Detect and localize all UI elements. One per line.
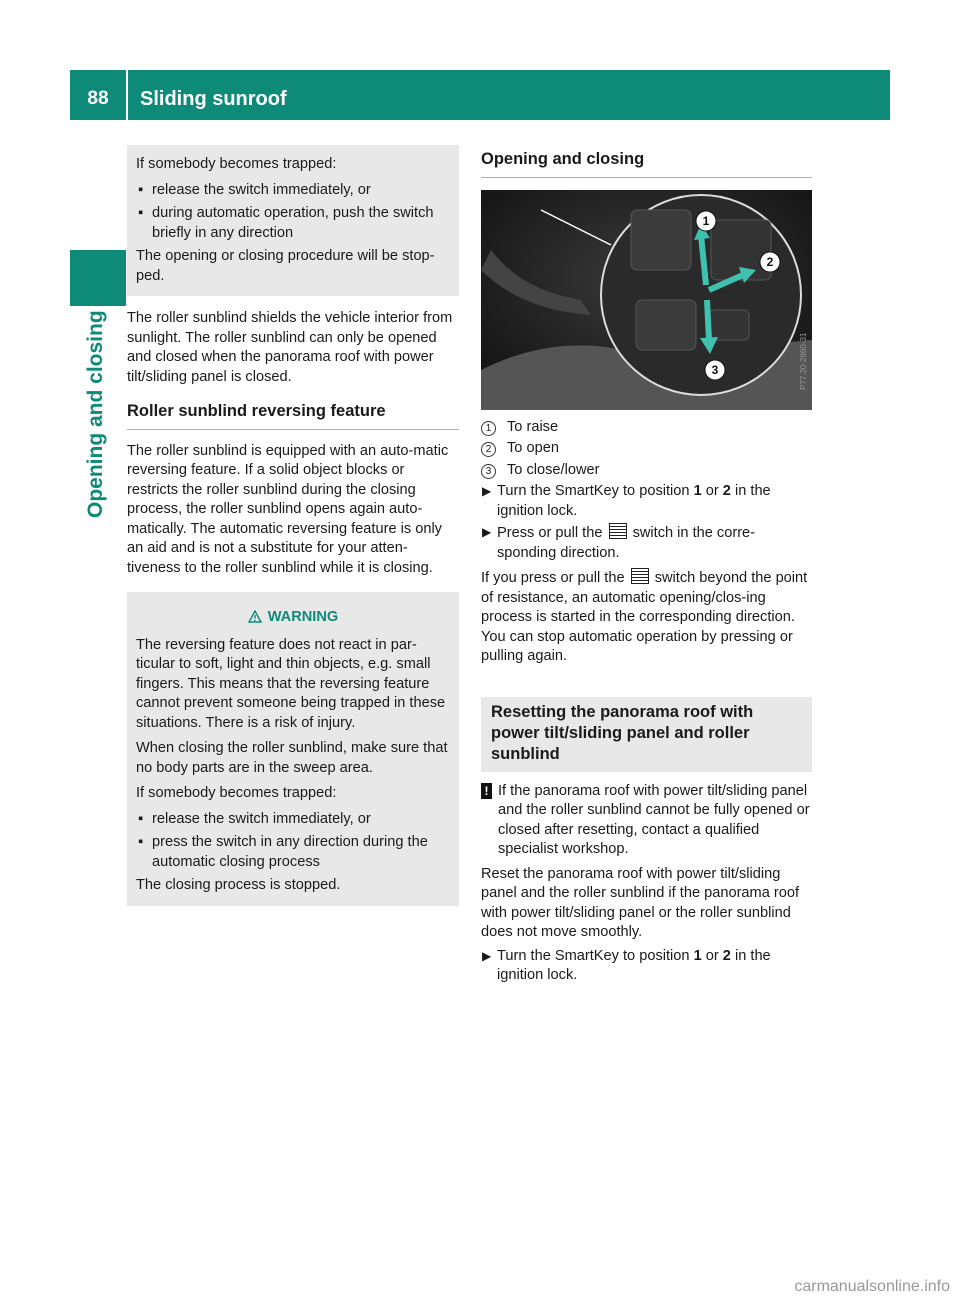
page-header [70, 70, 890, 120]
svg-text:P77.20-2860-31: P77.20-2860-31 [799, 332, 808, 390]
exclamation-icon: ! [481, 783, 492, 799]
legend-item: 2 To open [481, 439, 812, 459]
trapped-outro: The opening or closing procedure will be stop-ped. [136, 248, 435, 284]
reversing-paragraph: The roller sunblind is equipped with an auto-matic reversing feature. If a solid object blocks or restricts the roller sunblind during the closing process, the roller sunblind opens again auto-matically. The automatic reversing feature is only an aid and is not a substitute for your atten-tiveness to the roller sunblind while it is closing. [127, 442, 449, 576]
list-item: ▪ release the switch immediately, or [138, 810, 371, 827]
warning-p2: When closing the roller sunblind, make sure that no body parts are in the sweep area. [136, 740, 448, 776]
note-item: ! If the panorama roof with power tilt/sliding panel and the roller sunblind cannot be fully opened or closed after resetting, contact a qualified specialist workshop. [481, 782, 812, 860]
right-column [481, 150, 812, 986]
legend-item: 1 To raise [481, 418, 812, 438]
list-item: ▪ during automatic operation, push the switch briefly in any direction [138, 205, 434, 241]
warning-title: WARNING [136, 608, 450, 628]
step-item: ▶ Press or pull the switch in the corre-sponding direction. [482, 525, 756, 561]
legend-item: 3 To close/lower [481, 461, 812, 481]
reset-heading: Resetting the panorama roof with power tilt/sliding panel and roller sunblind [481, 697, 812, 772]
warning-p4: The closing process is stopped. [136, 877, 341, 893]
reversing-heading: Roller sunblind reversing feature [127, 402, 459, 430]
warning-triangle-icon [248, 610, 262, 623]
trapped-intro: If somebody becomes trapped: [136, 156, 337, 172]
warning-box [127, 592, 459, 906]
side-tab-block [70, 250, 126, 306]
step-item: ▶ Turn the SmartKey to position 1 or 2 in the ignition lock. [482, 483, 771, 519]
list-item: ▪ press the switch in any direction during the automatic closing process [138, 834, 428, 870]
watermark: carmanualsonline.info [794, 1278, 950, 1295]
opening-heading: Opening and closing [481, 150, 812, 178]
roller-paragraph: The roller sunblind shields the vehicle interior from sunlight. The roller sunblind can only be opened and closed when the panorama roof with power tilt/sliding panel is closed. [127, 310, 453, 385]
sunblind-switch-icon [609, 523, 627, 539]
side-tab-label: Opening and closing [84, 310, 107, 518]
reset-paragraph: Reset the panorama roof with power tilt/sliding panel and the roller sunblind if the panorama roof with power tilt/sliding panel or the roller sunblind does not move smoothly. [481, 865, 800, 940]
warning-p1: The reversing feature does not react in par-ticular to soft, light and thin objects, e.g. small fingers. This means that the reversing feature cannot prevent someone being trapped in these situations. There is a risk of injury. [136, 636, 446, 731]
resistance-paragraph: If you press or pull the switch beyond the point of resistance, an automatic opening/clos-ing process is started in the corresponding direction. You can stop automatic operation by pressing or pulling again. [481, 570, 808, 664]
warning-p3: If somebody becomes trapped: [136, 785, 337, 801]
svg-text:1: 1 [702, 213, 710, 228]
svg-text:2: 2 [766, 254, 774, 269]
page-title: Sliding sunroof [140, 88, 287, 110]
sunroof-switch-photo [481, 190, 812, 410]
list-item: ▪ release the switch immediately, or [138, 181, 371, 198]
step-item: ▶ Turn the SmartKey to position 1 or 2 in the ignition lock. [482, 947, 771, 983]
trapped-box [127, 145, 459, 296]
left-column [127, 145, 459, 906]
sunblind-switch-icon [631, 568, 649, 584]
page-number: 88 [70, 70, 128, 120]
svg-text:3: 3 [711, 362, 719, 377]
